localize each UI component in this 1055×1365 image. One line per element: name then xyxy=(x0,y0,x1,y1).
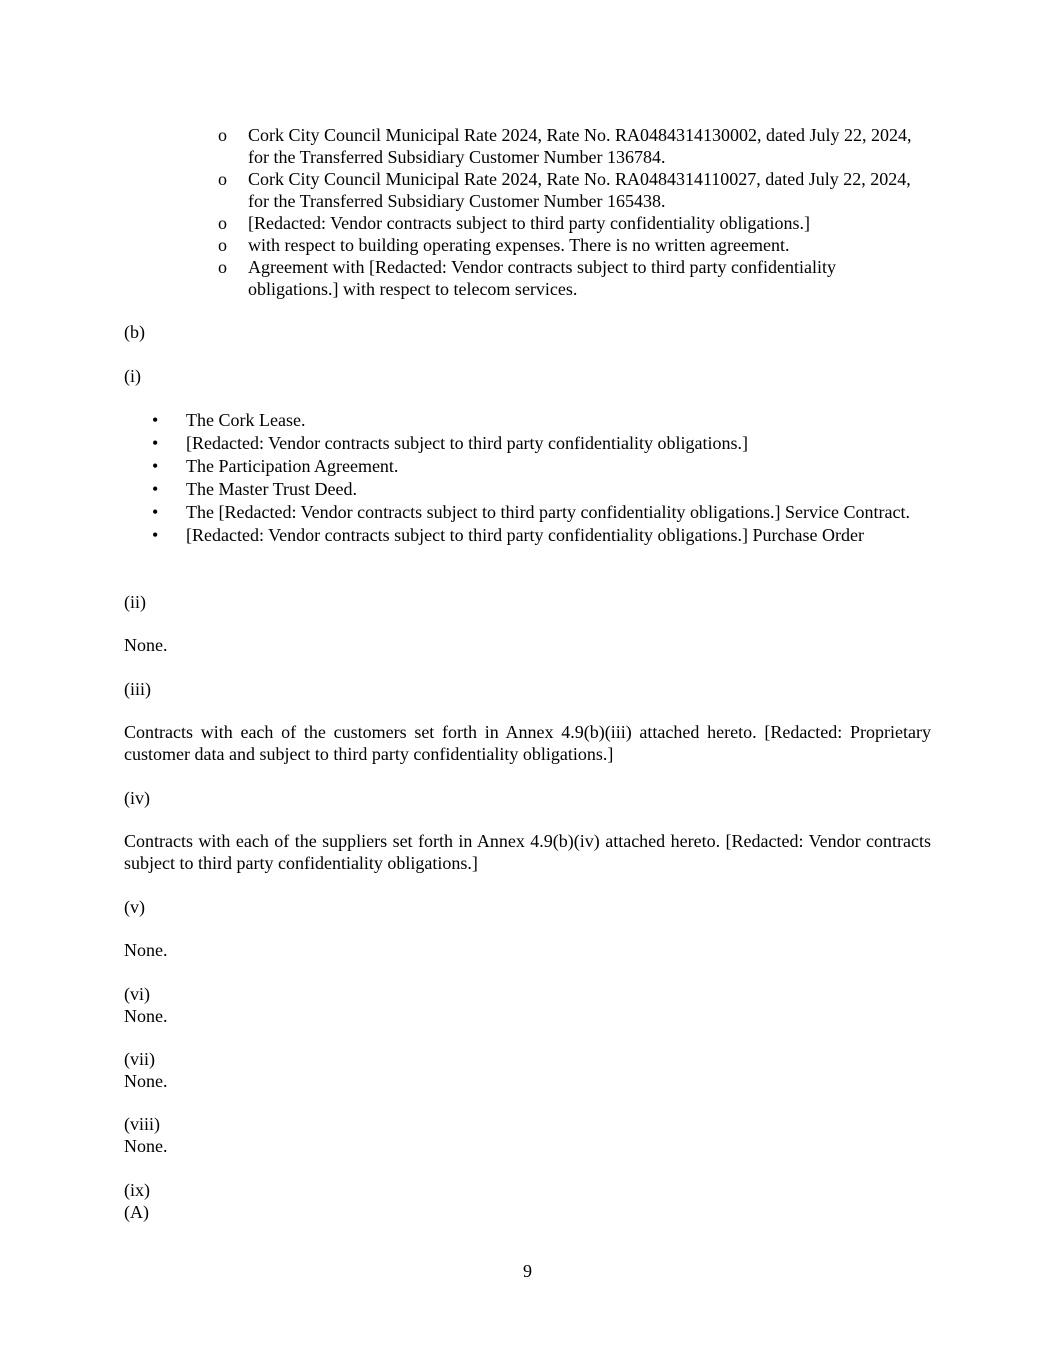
section-label-v: (v) xyxy=(124,897,145,917)
list-item xyxy=(218,124,918,168)
bullet-dot-icon: • xyxy=(152,433,159,453)
bullet-list-i xyxy=(152,409,931,547)
list-item-text: Cork City Council Municipal Rate 2024, Rate No. RA0484314110027, dated July 22, 2024, for the Transferred Subsidiary Customer Number 165438. xyxy=(248,169,911,211)
list-item xyxy=(152,409,931,431)
list-item-text: [Redacted: Vendor contracts subject to third party confidentiality obligations.] Purchase Order xyxy=(186,525,864,545)
bullet-dot-icon: • xyxy=(152,525,159,545)
section-label-b: (b) xyxy=(124,322,145,342)
list-item xyxy=(152,524,931,546)
list-item xyxy=(218,212,918,234)
section-label-vi: (vi) xyxy=(124,984,150,1004)
list-item-text: The Participation Agreement. xyxy=(186,456,399,476)
page-number: 9 xyxy=(523,1261,532,1281)
section-text-vi: None. xyxy=(124,1006,168,1026)
list-item-text: [Redacted: Vendor contracts subject to third party confidentiality obligations.] xyxy=(248,213,811,233)
circle-bullet-icon: o xyxy=(218,169,227,189)
sub-bullet-list xyxy=(218,124,918,300)
section-label-viii: (viii) xyxy=(124,1114,160,1134)
section-label-iii: (iii) xyxy=(124,679,151,699)
list-item xyxy=(152,455,931,477)
list-item-text: The Master Trust Deed. xyxy=(186,479,357,499)
list-item xyxy=(218,234,918,256)
bullet-dot-icon: • xyxy=(152,502,159,522)
section-label-ix-a: (A) xyxy=(124,1202,149,1222)
list-item-text: Cork City Council Municipal Rate 2024, Rate No. RA0484314130002, dated July 22, 2024, for the Transferred Subsidiary Customer Number 136784. xyxy=(248,125,912,167)
list-item xyxy=(152,501,931,523)
circle-bullet-icon: o xyxy=(218,235,227,255)
list-item xyxy=(218,256,918,300)
list-item-text: The [Redacted: Vendor contracts subject to third party confidentiality obligations.] Service Contract. xyxy=(186,502,910,522)
list-item-text: [Redacted: Vendor contracts subject to third party confidentiality obligations.] xyxy=(186,433,749,453)
section-label-iv: (iv) xyxy=(124,788,150,808)
section-label-i: (i) xyxy=(124,366,141,386)
section-label-ix: (ix) xyxy=(124,1180,150,1200)
list-item xyxy=(152,432,931,454)
section-label-ii: (ii) xyxy=(124,592,146,612)
list-item xyxy=(218,168,918,212)
circle-bullet-icon: o xyxy=(218,125,227,145)
section-text-iv: Contracts with each of the suppliers set forth in Annex 4.9(b)(iv) attached hereto. [Redacted: Vendor contracts subject to third party confidentiality obligations.] xyxy=(124,831,931,873)
section-text-ii: None. xyxy=(124,635,168,655)
circle-bullet-icon: o xyxy=(218,213,227,233)
list-item-text: Agreement with [Redacted: Vendor contracts subject to third party confidentiality obligations.] with respect to telecom services. xyxy=(248,257,836,299)
section-text-v: None. xyxy=(124,940,168,960)
bullet-dot-icon: • xyxy=(152,479,159,499)
list-item-text: The Cork Lease. xyxy=(186,410,306,430)
section-label-vii: (vii) xyxy=(124,1049,155,1069)
bullet-dot-icon: • xyxy=(152,410,159,430)
section-text-vii: None. xyxy=(124,1071,168,1091)
bullet-dot-icon: • xyxy=(152,456,159,476)
section-text-viii: None. xyxy=(124,1136,168,1156)
list-item-text: with respect to building operating expenses. There is no written agreement. xyxy=(248,235,790,255)
section-text-iii: Contracts with each of the customers set forth in Annex 4.9(b)(iii) attached hereto. [Redacted: Proprietary customer data and subject to third party confidentiality obligations.] xyxy=(124,722,931,764)
circle-bullet-icon: o xyxy=(218,257,227,277)
list-item xyxy=(152,478,931,500)
